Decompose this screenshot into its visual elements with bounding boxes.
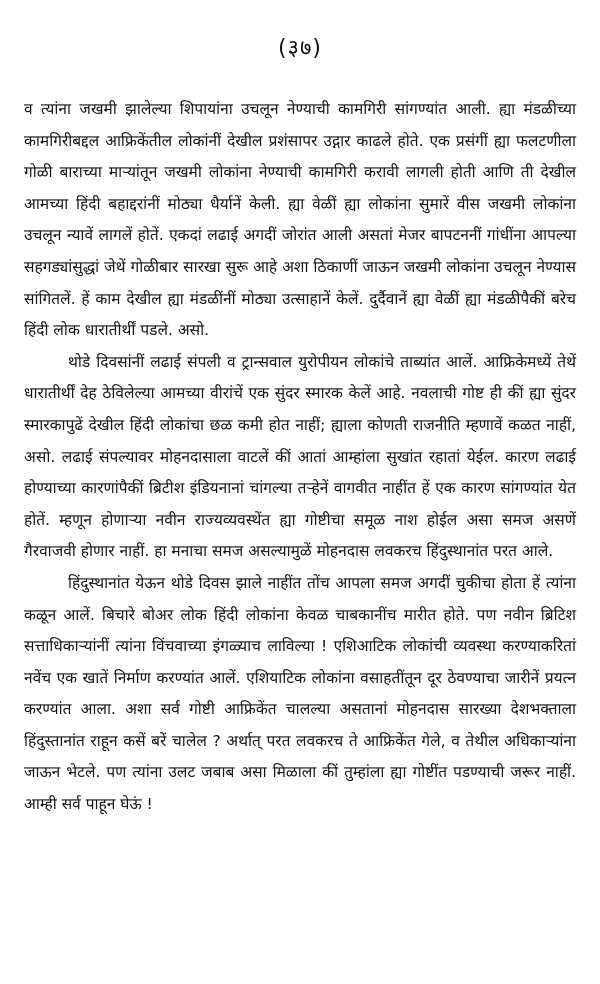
page-number: (३७) — [277, 36, 323, 61]
body-text — [24, 94, 576, 821]
paragraph-1: व त्यांना जखमी झालेल्या शिपायांना उचलून नेण्याची कामगिरी सांगण्यांत आली. ह्या मंडळीच्या कामगिरीबद्दल आफ्रिकेंतील लोकांनीं देखील प्रशंसापर उद्गार काढले होते. एक प्रसंगीं ह्या फलटणीला गोळी बाराच्या माऱ्यांतून जखमी लोकांना नेण्याची कामगिरी करावी लागली होती आणि ती देखील आमच्या हिंदी बहाद्दरांनीं मोठ्या धैर्यानें केली. ह्या वेळीं ह्या लोकांना सुमारें वीस जखमी लोकांना उचलून न्यावें लागलें होतें. एकदां लढाई अगदीं जोरांत आली असतां मेजर बापटननीं गांधींना आपल्या सहगड्यांसुद्धां जेथें गोळीबार सारखा सुरू आहे अशा ठिकाणीं जाऊन जखमी लोकांना उचलून नेण्यास सांगितलें. हें काम देखील ह्या मंडळींनीं मोठ्या उत्साहानें केलें. दुर्दैवानें ह्या वेळीं ह्या मंडळीपैकीं बरेच हिंदी लोक धारातीर्थीं पडले. असो. — [24, 100, 576, 340]
paragraph-2: थोडे दिवसांनीं लढाई संपली व ट्रान्सवाल युरोपीयन लोकांचे ताब्यांत आलें. आफ्रिकेमध्यें तेथें धारातीर्थीं देह ठेविलेल्या आमच्या वीरांचें एक सुंदर स्मारक केलें आहे. नवलाची गोष्ट ही कीं ह्या सुंदर स्मारकापुढें देखील हिंदी लोकांचा छळ कमी होत नाहीं; ह्याला कोणती राजनीति म्हणावें कळत नाहीं, असो. लढाई संपल्यावर मोहनदासाला वाटलें कीं आतां आम्हांला सुखांत रहातां येईल. कारण लढाई होण्याच्या कारणांपैकीं ब्रिटीश इंडियनानां चांगल्या तऱ्हेनें वागवीत नाहींत हें एक कारण सांगण्यांत येत होतें. म्हणून होणाऱ्या नवीन राज्यव्यवस्थेंत ह्या गोष्टीचा समूळ नाश होईल असा समज असणें गैरवाजवी होणार नाहीं. हा मनाचा समज असल्यामुळें मोहनदास लवकरच हिंदुस्थानांत परत आले. — [24, 352, 576, 561]
paragraph-3: हिंदुस्थानांत येऊन थोडे दिवस झाले नाहींत तोंच आपला समज अगदीं चुकीचा होता हें त्यांना कळून आलें. बिचारे बोअर लोक हिंदी लोकांना केवळ चाबकानींच मारीत होते. पण नवीन ब्रिटिश सत्ताधिकाऱ्यांनीं त्यांना विंचवाच्या इंगळ्याच लाविल्या ! एशिआटिक लोकांची व्यवस्था करण्याकरितां नवेंच एक खातें निर्माण करण्यांत आलें. एशियाटिक लोकांना वसाहतींतून दूर ठेवण्याचा जारीनें प्रयत्न करण्यांत आला. अशा सर्व गोष्टी आफ्रिकेंत चालल्या असतानां मोहनदास सारख्या देशभक्ताला हिंदुस्तानांत राहून कसें बरें चालेल ? अर्थात् परत लवकरच ते आफ्रिकेंत गेले, व तेथील अधिकाऱ्यांना जाऊन भेटले. पण त्यांना उलट जबाब असा मिळाला कीं तुम्हांला ह्या गोष्टींत पडण्याची जरूर नाहीं. आम्ही सर्व पाहून घेऊं ! — [24, 573, 576, 814]
